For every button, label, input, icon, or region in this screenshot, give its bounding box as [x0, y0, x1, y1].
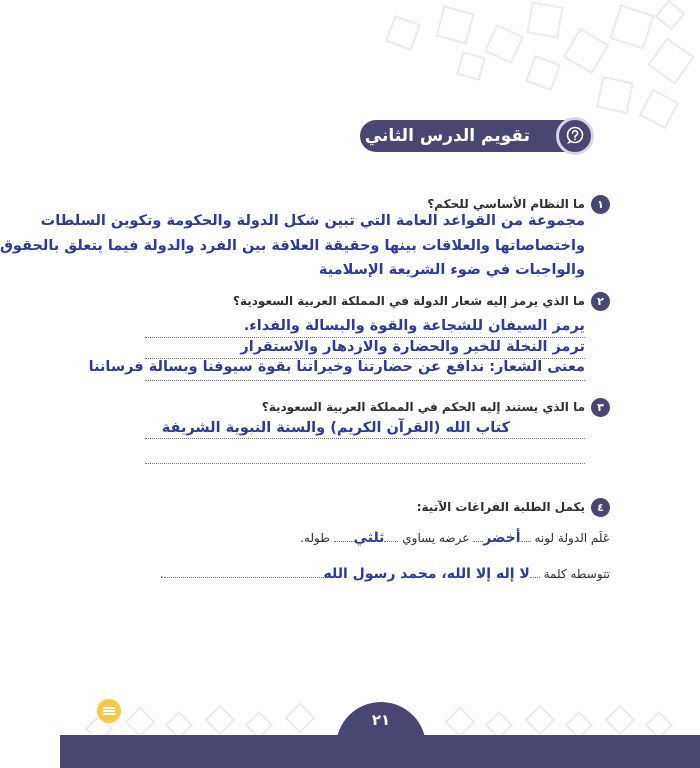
answer-1-line-1: مجموعة من القواعد العامة التي تبين شكل الدولة والحكومة وتكوين السلطات — [40, 213, 585, 229]
question-1-text: ما النظام الأساسي للحكم؟ — [427, 197, 585, 211]
blank-1-answer-green: أخضر — [483, 530, 521, 546]
answer-line-dots — [145, 337, 585, 338]
question-number-2: ٢ — [591, 292, 610, 311]
page-number-tab — [336, 702, 426, 750]
question-bubble-icon — [556, 117, 594, 155]
blank-2-end: . — [159, 567, 164, 581]
blank-1-answer-two-thirds: ثلثي — [353, 530, 385, 546]
answer-line-dots — [145, 438, 585, 439]
fill-blank-line-1 — [300, 530, 610, 546]
question-3-text: ما الذي يستند إليه الحكم في المملكة العربية السعودية؟ — [261, 400, 585, 414]
blank-1-text-c: طوله. — [300, 531, 330, 545]
blank-1-text-a: عَلَم الدولة لونه — [534, 531, 610, 545]
answer-2-line-1: يرمز السيفان للشجاعة والقوة والبسالة والفداء. — [243, 318, 585, 334]
fill-blank-line-2 — [160, 566, 610, 582]
blank-2-text-a: تتوسطه كلمة — [543, 567, 610, 581]
question-number-1: ١ — [591, 195, 610, 214]
answer-3-line-1: كتاب الله (القرآن الكريم) والسنة النبوية الشريفة — [161, 420, 510, 436]
answer-1-line-2: واختصاصاتها والعلاقات بينها وحقيقة العلاقة بين الفرد والدولة فيما يتعلق بالحقوق — [0, 238, 585, 254]
question-2-text: ما الذي يرمز إليه شعار الدولة في المملكة العربية السعودية؟ — [233, 294, 585, 308]
blank-1-text-b: عرضه يساوي — [402, 531, 470, 545]
answer-1-line-3: والواجبات في ضوء الشريعة الإسلامية — [318, 262, 585, 278]
lesson-review-banner — [360, 117, 594, 155]
blank-2-answer-shahada: لا إله إلا الله، محمد رسول الله — [323, 566, 530, 582]
decorative-pattern — [60, 0, 700, 768]
publisher-logo-icon — [96, 698, 122, 724]
question-number-3: ٣ — [591, 398, 610, 417]
page-number: ٢١ — [371, 711, 391, 729]
question-number-4: ٤ — [591, 498, 610, 517]
question-4-text: يكمل الطلبة الفراغات الآتية: — [416, 500, 585, 514]
answer-2-line-3: معنى الشعار: ندافع عن حضارتنا وخيراتنا بقوة سيوفنا وبسالة فرساننا — [88, 359, 585, 375]
answer-2-line-2: ترمز النخلة للخير والحضارة والازدهار والاستقرار — [240, 339, 585, 355]
answer-line-dots — [145, 463, 585, 464]
banner-title: تقويم الدرس الثاني — [364, 126, 530, 146]
answer-line-dots — [145, 380, 585, 381]
